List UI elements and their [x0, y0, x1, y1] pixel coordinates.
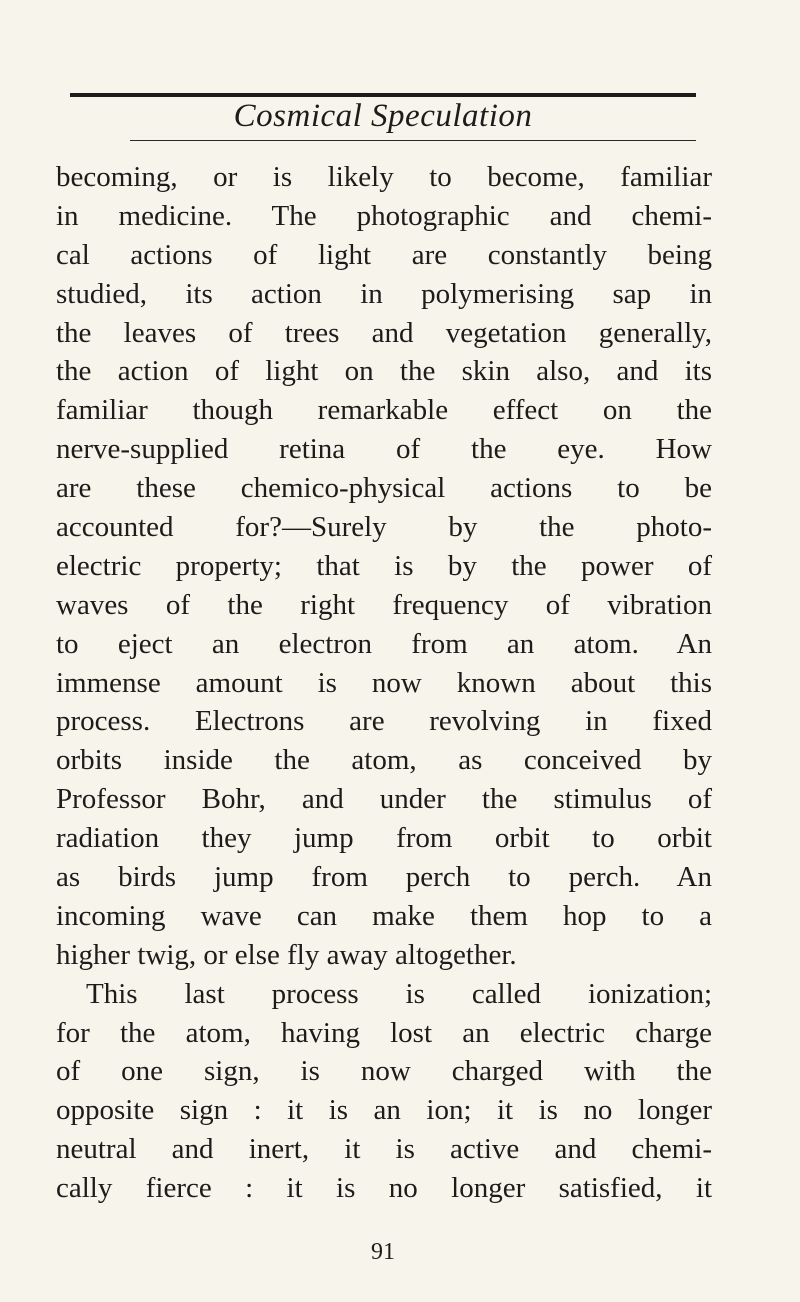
text-line: to eject an electron from an atom. An	[56, 627, 712, 660]
text-line: becoming, or is likely to become, familiar	[56, 161, 712, 193]
text-line: cal actions of light are constantly being	[56, 238, 712, 271]
text-line: the action of light on the skin also, and its	[56, 355, 712, 388]
text-line: of one sign, is now charged with the	[56, 1055, 712, 1088]
text-line: familiar though remarkable effect on the	[56, 394, 712, 427]
text-line: immense amount is now known about this	[56, 666, 712, 699]
text-line: incoming wave can make them hop to a	[56, 899, 712, 932]
text-line: as birds jump from perch to perch. An	[56, 861, 712, 894]
page-number: 91	[371, 1239, 395, 1265]
paragraph-start-line: This last process is called ionization;	[86, 977, 712, 1010]
text-line: process. Electrons are revolving in fixed	[56, 705, 712, 738]
running-head: Cosmical Speculation	[233, 98, 533, 134]
text-line: nerve-supplied retina of the eye. How	[56, 433, 712, 466]
text-line: electric property; that is by the power of	[56, 549, 712, 582]
paragraph-end-line: higher twig, or else fly away altogether.	[56, 938, 517, 971]
text-line: orbits inside the atom, as conceived by	[56, 744, 712, 777]
text-line: cally fierce : it is no longer satisfied, it	[56, 1172, 712, 1205]
text-line: accounted for?—Surely by the photo-	[56, 511, 712, 544]
text-line: for the atom, having lost an electric charge	[56, 1016, 712, 1049]
text-line: the leaves of trees and vegetation generally,	[56, 316, 712, 349]
text-line: Professor Bohr, and under the stimulus of	[56, 783, 712, 816]
text-line: opposite sign : it is an ion; it is no longer	[56, 1094, 712, 1127]
text-line: in medicine. The photographic and chemi-	[56, 199, 712, 232]
body-text	[56, 158, 712, 1208]
text-line: studied, its action in polymerising sap in	[56, 277, 712, 310]
text-line: radiation they jump from orbit to orbit	[56, 822, 712, 855]
header-rule	[130, 140, 696, 141]
text-line: are these chemico-physical actions to be	[56, 472, 712, 505]
text-line: waves of the right frequency of vibration	[56, 588, 712, 621]
text-line: neutral and inert, it is active and chemi-	[56, 1133, 712, 1166]
